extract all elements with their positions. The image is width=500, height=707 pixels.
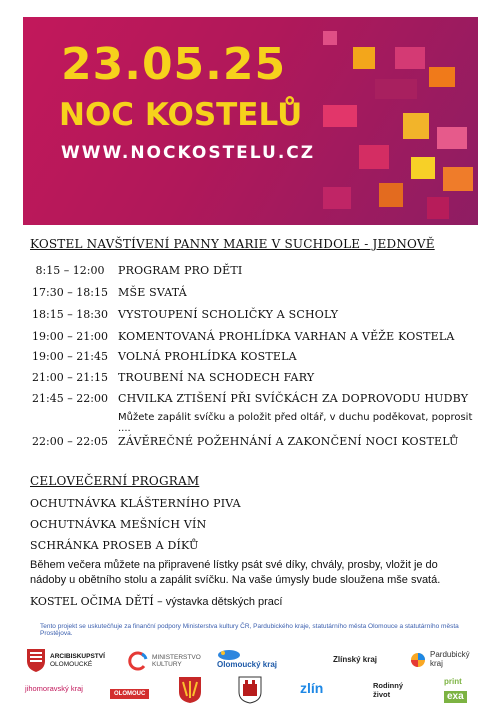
schedule-activity: VOLNÁ PROHLÍDKA KOSTELA — [118, 350, 297, 363]
schedule-activity: MŠE SVATÁ — [118, 286, 187, 299]
decor-square — [443, 167, 473, 191]
schedule-row — [30, 350, 480, 368]
schedule-time: 22:00 – 22:05 — [32, 435, 108, 448]
city-coat-of-arms-logo — [238, 676, 262, 704]
schedule-row — [30, 330, 480, 348]
zlin-text: zlín — [300, 680, 324, 696]
schedule-time: 19:00 – 21:45 — [32, 350, 108, 363]
olomouc-logo — [110, 682, 170, 696]
schedule-row — [30, 435, 480, 453]
decor-square — [323, 31, 337, 45]
print-exa-line-1: print — [444, 677, 462, 686]
kids-exhibition-text: výstavka dětských prací — [162, 596, 283, 608]
schedule-row — [30, 392, 480, 410]
prostejov-coat-of-arms-icon — [178, 676, 202, 704]
decor-square — [353, 47, 375, 69]
schedule-activity: ZÁVĚREČNÉ POŽEHNÁNÍ A ZAKONČENÍ NOCI KOSTELŮ — [118, 435, 459, 448]
schedule-row — [30, 308, 480, 326]
archbishopric-line-1: ARCIBISKUPSTVÍ — [50, 653, 105, 660]
schedule-activity: KOMENTOVANÁ PROHLÍDKA VARHAN A VĚŽE KOSTELA — [118, 330, 455, 343]
rodinny-zivot-line-2: život — [373, 690, 391, 699]
schedule-row — [30, 371, 480, 389]
print-exa-logo — [444, 677, 484, 705]
ministry-c-icon — [128, 651, 148, 671]
evening-heading: CELOVEČERNÍ PROGRAM — [30, 474, 200, 488]
schedule-activity: VYSTOUPENÍ SCHOLIČKY A SCHOLY — [118, 308, 339, 321]
schedule-activity: PROGRAM PRO DĚTI — [118, 264, 243, 277]
schedule-time: 21:45 – 22:00 — [32, 392, 108, 405]
pardubicky-kraj-logo — [410, 646, 482, 674]
olomouc-text: OLOMOUC — [110, 689, 149, 699]
decor-square — [379, 183, 403, 207]
zlinsky-kraj-logo — [333, 655, 393, 671]
pardubicky-kraj-line-2: kraj — [430, 659, 443, 668]
jihomoravsky-kraj-logo — [25, 684, 105, 698]
evening-paragraph: Během večera můžete na připravené lístky psát své díky, chvály, prosby, vložit je do nádoby u obětního stolu a zapálit svíčku. Na vaše úmysly bude sloužena mše svatá. — [30, 559, 441, 586]
decor-square — [411, 157, 435, 179]
archbishopric-emblem-icon — [25, 647, 47, 673]
schedule-row — [30, 264, 480, 282]
decor-square — [437, 127, 467, 149]
kids-exhibition — [30, 595, 282, 608]
decor-square — [395, 47, 425, 69]
support-note: Tento projekt se uskutečňuje za finanční podpory Ministerstva kultury ČR, Pardubického kraje, statutárního města Olomouce a statutárního města Prostějova. — [40, 623, 459, 637]
print-exa-line-2: exa — [444, 691, 467, 703]
schedule-note: Můžete zapálit svíčku a položit před oltář, v duchu poděkovat, poprosit .... — [118, 412, 473, 434]
rodinny-zivot-line-1: Rodinný — [373, 681, 403, 690]
kids-exhibition-title: KOSTEL OČIMA DĚTÍ – — [30, 595, 163, 608]
decor-square — [323, 105, 357, 127]
decor-square — [429, 67, 455, 87]
schedule-time: 17:30 – 18:15 — [32, 286, 108, 299]
decor-square — [375, 79, 417, 99]
ministry-line-1: MINISTERSTVO — [152, 654, 201, 661]
event-title: NOC KOSTELŮ — [59, 97, 303, 133]
decor-square — [427, 197, 449, 219]
schedule-row — [30, 286, 480, 304]
schedule-time: 21:00 – 21:15 — [32, 371, 108, 384]
schedule-heading: KOSTEL NAVŠTÍVENÍ PANNY MARIE V SUCHDOLE - JEDNOVĚ — [30, 237, 435, 251]
zlinsky-kraj-text: Zlínský kraj — [333, 655, 378, 664]
schedule-time: 18:15 – 18:30 — [32, 308, 108, 321]
decor-square — [359, 145, 389, 169]
archbishopric-logo — [25, 647, 135, 675]
decor-square — [403, 113, 429, 139]
rodinny-zivot-logo — [373, 681, 423, 703]
jihomoravsky-kraj-text: jihomoravský kraj — [25, 684, 83, 693]
prostejov-coat-of-arms-logo — [178, 676, 202, 704]
schedule-activity: TROUBENÍ NA SCHODECH FARY — [118, 371, 315, 384]
pardubicky-kraj-line-1: Pardubický — [430, 650, 470, 659]
city-coat-of-arms-icon — [238, 676, 262, 704]
olomoucky-kraj-text: Olomoucký kraj — [217, 660, 278, 669]
event-banner — [23, 17, 478, 225]
event-url: WWW.NOCKOSTELU.CZ — [61, 143, 316, 163]
archbishopric-line-2: OLOMOUCKÉ — [50, 661, 93, 668]
ministry-logo — [128, 648, 218, 674]
evening-item: OCHUTNÁVKA KLÁŠTERNÍHO PIVA — [30, 497, 241, 510]
pardubicky-kraj-icon — [410, 652, 426, 668]
schedule-activity: CHVILKA ZTIŠENÍ PŘI SVÍČKÁCH ZA DOPROVODU HUDBY — [118, 392, 469, 405]
decor-square — [323, 187, 351, 209]
schedule-time: 8:15 – 12:00 — [35, 264, 105, 277]
event-date: 23.05.25 — [61, 39, 287, 90]
evening-item: OCHUTNÁVKA MEŠNÍCH VÍN — [30, 518, 207, 531]
ministry-line-2: KULTURY — [152, 661, 182, 668]
olomoucky-kraj-logo — [217, 648, 297, 672]
evening-item: SCHRÁNKA PROSEB A DÍKŮ — [30, 539, 199, 552]
schedule-time: 19:00 – 21:00 — [32, 330, 108, 343]
zlin-logo — [300, 680, 340, 700]
